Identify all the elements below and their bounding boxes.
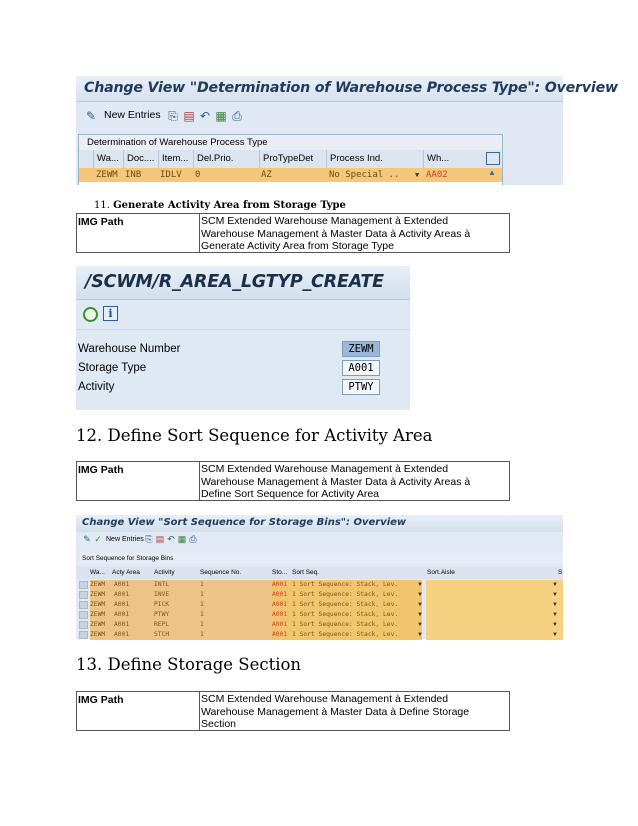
cell-activity[interactable]: INTL bbox=[154, 581, 170, 588]
check-icon[interactable]: ✓ bbox=[94, 534, 102, 544]
row-band bbox=[426, 620, 563, 630]
cell-storage-type[interactable]: A001 bbox=[272, 621, 288, 628]
scroll-up-icon[interactable]: ▲ bbox=[488, 168, 496, 177]
sap3-table-header bbox=[76, 567, 563, 579]
cell-activity[interactable]: PTWY bbox=[154, 611, 170, 618]
warehouse-number-label: Warehouse Number bbox=[78, 343, 181, 355]
execute-icon[interactable] bbox=[83, 307, 98, 322]
img-path-table-1 bbox=[76, 213, 510, 253]
column-header[interactable]: Wa... bbox=[90, 569, 105, 576]
sap3-title: Change View "Sort Sequence for Storage Bins": Overview bbox=[82, 517, 407, 528]
cell-activity-area[interactable]: A001 bbox=[114, 581, 130, 588]
img-path-line: Warehouse Management à Master Data à Activity Areas à bbox=[201, 475, 471, 488]
new-entries-button[interactable]: New Entries bbox=[106, 536, 144, 543]
dropdown-arrow-icon[interactable]: ▼ bbox=[552, 602, 558, 608]
cell-sort-sequence[interactable]: 1 Sort Sequence: Stack, Lev. bbox=[292, 581, 399, 588]
sap-screenshot-sort-sequence bbox=[76, 515, 563, 639]
cell-activity-area[interactable]: A001 bbox=[114, 621, 130, 628]
img-path-line: SCM Extended Warehouse Management à Extended bbox=[201, 693, 449, 705]
sap1-table-caption: Determination of Warehouse Process Type bbox=[79, 135, 502, 150]
cell-warehouse[interactable]: ZEWM bbox=[90, 611, 106, 618]
cell-sort-sequence[interactable]: 1 Sort Sequence: Stack, Lev. bbox=[292, 631, 399, 638]
column-header-cut: S bbox=[558, 569, 563, 576]
img-path-label: IMG Path bbox=[77, 462, 200, 500]
img-path-label: IMG Path bbox=[77, 214, 200, 252]
undo-icon[interactable]: ↶ bbox=[167, 534, 175, 544]
row-band bbox=[426, 590, 563, 600]
dropdown-arrow-icon[interactable]: ▼ bbox=[417, 592, 423, 598]
cell-sequence-no[interactable]: 1 bbox=[200, 601, 204, 608]
dropdown-arrow-icon[interactable]: ▼ bbox=[552, 582, 558, 588]
row-selector[interactable] bbox=[79, 631, 88, 639]
cell-storage-type[interactable]: A001 bbox=[272, 591, 288, 598]
sap3-table-caption: Sort Sequence for Storage Bins bbox=[80, 553, 563, 564]
column-header[interactable]: ProTypeDet bbox=[259, 150, 326, 168]
cell-del-prio[interactable]: 0 bbox=[195, 170, 201, 180]
column-header[interactable]: Acty Area bbox=[112, 569, 140, 576]
sap1-title-bar bbox=[76, 76, 618, 102]
glasses-icon[interactable]: ✎ bbox=[83, 534, 91, 544]
column-header[interactable]: Process Ind. bbox=[326, 150, 423, 168]
section-heading-13: 13. Define Storage Section bbox=[76, 655, 302, 674]
row-selector[interactable] bbox=[79, 601, 88, 609]
column-header[interactable]: Sequence No. bbox=[200, 569, 242, 576]
dropdown-arrow-icon[interactable]: ▼ bbox=[415, 171, 420, 179]
cell-storage-type[interactable]: A001 bbox=[272, 631, 288, 638]
img-path-line: SCM Extended Warehouse Management à Extended bbox=[201, 463, 449, 475]
cell-storage-type[interactable]: A001 bbox=[272, 601, 288, 608]
cell-storage-type[interactable]: A001 bbox=[272, 611, 288, 618]
img-path-label: IMG Path bbox=[77, 692, 200, 730]
dropdown-arrow-icon[interactable]: ▼ bbox=[417, 602, 423, 608]
cell-sequence-no[interactable]: 1 bbox=[200, 611, 204, 618]
table-settings-icon[interactable] bbox=[486, 152, 500, 165]
sap1-table-header bbox=[79, 150, 502, 168]
sap-screenshot-warehouse-process-type bbox=[76, 76, 618, 185]
row-band bbox=[426, 630, 563, 640]
cell-warehouse[interactable]: ZEWM bbox=[90, 581, 106, 588]
img-path-line: Define Sort Sequence for Activity Area bbox=[201, 488, 380, 501]
img-path-value bbox=[201, 692, 509, 731]
new-entries-button[interactable]: New Entries bbox=[104, 109, 161, 121]
glasses-icon[interactable]: ✎ bbox=[85, 109, 97, 123]
cell-warehouse[interactable]: ZEWM bbox=[90, 631, 106, 638]
cell-sequence-no[interactable]: 1 bbox=[200, 631, 204, 638]
select-all-icon[interactable]: ▦ bbox=[215, 109, 227, 123]
img-path-table-3 bbox=[76, 691, 510, 731]
cell-warehouse[interactable]: ZEWM bbox=[90, 601, 106, 608]
row-selector-header[interactable] bbox=[79, 150, 93, 168]
table-row[interactable] bbox=[76, 630, 563, 640]
sap2-title: /SCWM/R_AREA_LGTYP_CREATE bbox=[85, 272, 384, 292]
copy-icon[interactable]: ⎘ bbox=[168, 109, 178, 123]
activity-label: Activity bbox=[78, 381, 115, 393]
sap1-table bbox=[78, 134, 503, 185]
cell-doc-type[interactable]: INB bbox=[125, 170, 142, 180]
img-path-line: Generate Activity Area from Storage Type bbox=[201, 240, 394, 253]
cell-storage-type[interactable]: A001 bbox=[272, 581, 288, 588]
dropdown-arrow-icon[interactable]: ▼ bbox=[417, 582, 423, 588]
column-header[interactable]: Wh... bbox=[423, 150, 463, 168]
column-header[interactable]: Doc.... bbox=[123, 150, 158, 168]
delete-icon[interactable]: ▤ bbox=[183, 109, 195, 123]
select-all-icon[interactable]: ▦ bbox=[177, 534, 187, 544]
cell-activity[interactable]: PICK bbox=[154, 601, 170, 608]
row-band bbox=[426, 600, 563, 610]
cell-sequence-no[interactable]: 1 bbox=[200, 581, 204, 588]
dropdown-arrow-icon[interactable]: ▼ bbox=[552, 592, 558, 598]
table-row[interactable] bbox=[79, 168, 502, 182]
storage-type-field[interactable]: A001 bbox=[342, 360, 380, 376]
column-header[interactable]: Del.Prio. bbox=[193, 150, 259, 168]
row-band bbox=[426, 610, 563, 620]
cell-activity-area[interactable]: A001 bbox=[114, 631, 130, 638]
cell-activity[interactable]: REPL bbox=[154, 621, 170, 628]
deselect-icon[interactable]: ⎙ bbox=[232, 109, 242, 123]
row-selector[interactable] bbox=[79, 591, 88, 599]
table-row[interactable] bbox=[76, 580, 563, 590]
cell-sort-sequence[interactable]: 1 Sort Sequence: Stack, Lev. bbox=[292, 621, 399, 628]
caption-text: Generate Activity Area from Storage Type bbox=[113, 200, 346, 211]
delete-icon[interactable]: ▤ bbox=[155, 534, 165, 544]
dropdown-arrow-icon[interactable]: ▼ bbox=[552, 612, 558, 618]
row-selector[interactable] bbox=[79, 581, 88, 589]
undo-icon[interactable]: ↶ bbox=[199, 109, 211, 123]
cell-sequence-no[interactable]: 1 bbox=[200, 591, 204, 598]
row-selector[interactable] bbox=[79, 611, 88, 619]
cell-process-ind[interactable]: No Special .. bbox=[329, 170, 400, 180]
img-path-line: Warehouse Management à Master Data à Define Storage bbox=[201, 705, 470, 718]
storage-type-label: Storage Type bbox=[78, 362, 147, 374]
img-path-value bbox=[201, 462, 509, 501]
row-selector[interactable] bbox=[79, 621, 88, 629]
cell-warehouse[interactable]: ZEWM bbox=[90, 621, 106, 628]
dropdown-arrow-icon[interactable]: ▼ bbox=[417, 622, 423, 628]
column-header[interactable]: Wa... bbox=[93, 150, 123, 168]
cell-activity-area[interactable]: A001 bbox=[114, 611, 130, 618]
copy-icon[interactable]: ⎘ bbox=[145, 534, 153, 544]
column-header[interactable]: Sort.Aisle bbox=[427, 569, 455, 576]
table-row[interactable] bbox=[76, 600, 563, 610]
sap1-title: Change View "Determination of Warehouse Process Type": Overview bbox=[84, 80, 618, 96]
column-header[interactable]: Sort Seq. bbox=[292, 569, 320, 576]
img-path-line: Section bbox=[201, 718, 237, 731]
cell-sort-sequence[interactable]: 1 Sort Sequence: Stack, Lev. bbox=[292, 611, 399, 618]
cell-sequence-no[interactable]: 1 bbox=[200, 621, 204, 628]
sap-screenshot-area-lgtyp-create bbox=[76, 266, 410, 410]
info-icon[interactable]: i bbox=[103, 306, 118, 321]
section-caption-11 bbox=[94, 200, 346, 211]
img-path-table-2 bbox=[76, 461, 510, 501]
cell-sort-sequence[interactable]: 1 Sort Sequence: Stack, Lev. bbox=[292, 591, 399, 598]
warehouse-number-field[interactable]: ZEWM bbox=[342, 341, 380, 357]
cell-warehouse[interactable]: ZEWM bbox=[90, 591, 106, 598]
cell-item-type[interactable]: IDLV bbox=[160, 170, 182, 180]
dropdown-arrow-icon[interactable]: ▼ bbox=[417, 612, 423, 618]
cell-warehouse[interactable]: ZEWM bbox=[96, 170, 118, 180]
table-row[interactable] bbox=[76, 590, 563, 600]
column-header[interactable]: Activity bbox=[154, 569, 175, 576]
activity-field[interactable]: PTWY bbox=[342, 379, 380, 395]
cell-activity[interactable]: INVE bbox=[154, 591, 170, 598]
column-header[interactable]: Item... bbox=[158, 150, 193, 168]
cell-activity-area[interactable]: A001 bbox=[114, 601, 130, 608]
dropdown-arrow-icon[interactable]: ▼ bbox=[552, 622, 558, 628]
sap2-toolbar bbox=[76, 302, 410, 330]
cell-activity[interactable]: STCH bbox=[154, 631, 170, 638]
cell-sort-sequence[interactable]: 1 Sort Sequence: Stack, Lev. bbox=[292, 601, 399, 608]
cell-warehouse-process-type[interactable]: AA02 bbox=[426, 170, 448, 180]
cell-pro-type-det[interactable]: AZ bbox=[261, 170, 272, 180]
row-band bbox=[426, 580, 563, 590]
deselect-icon[interactable]: ⎙ bbox=[189, 534, 197, 544]
dropdown-arrow-icon[interactable]: ▼ bbox=[417, 632, 423, 638]
table-row-cut-off bbox=[79, 182, 502, 188]
table-row[interactable] bbox=[76, 610, 563, 620]
sap2-title-bar bbox=[76, 266, 410, 300]
img-path-line: Warehouse Management à Master Data à Activity Areas à bbox=[201, 227, 471, 240]
sap3-title-bar bbox=[76, 515, 563, 532]
column-header[interactable]: Sto... bbox=[272, 569, 288, 576]
table-row[interactable] bbox=[76, 620, 563, 630]
dropdown-arrow-icon[interactable]: ▼ bbox=[552, 632, 558, 638]
img-path-value bbox=[201, 214, 509, 253]
section-heading-12: 12. Define Sort Sequence for Activity Area bbox=[76, 426, 433, 445]
img-path-line: SCM Extended Warehouse Management à Extended bbox=[201, 215, 449, 227]
cell-activity-area[interactable]: A001 bbox=[114, 591, 130, 598]
caption-number: 11. bbox=[94, 200, 110, 211]
